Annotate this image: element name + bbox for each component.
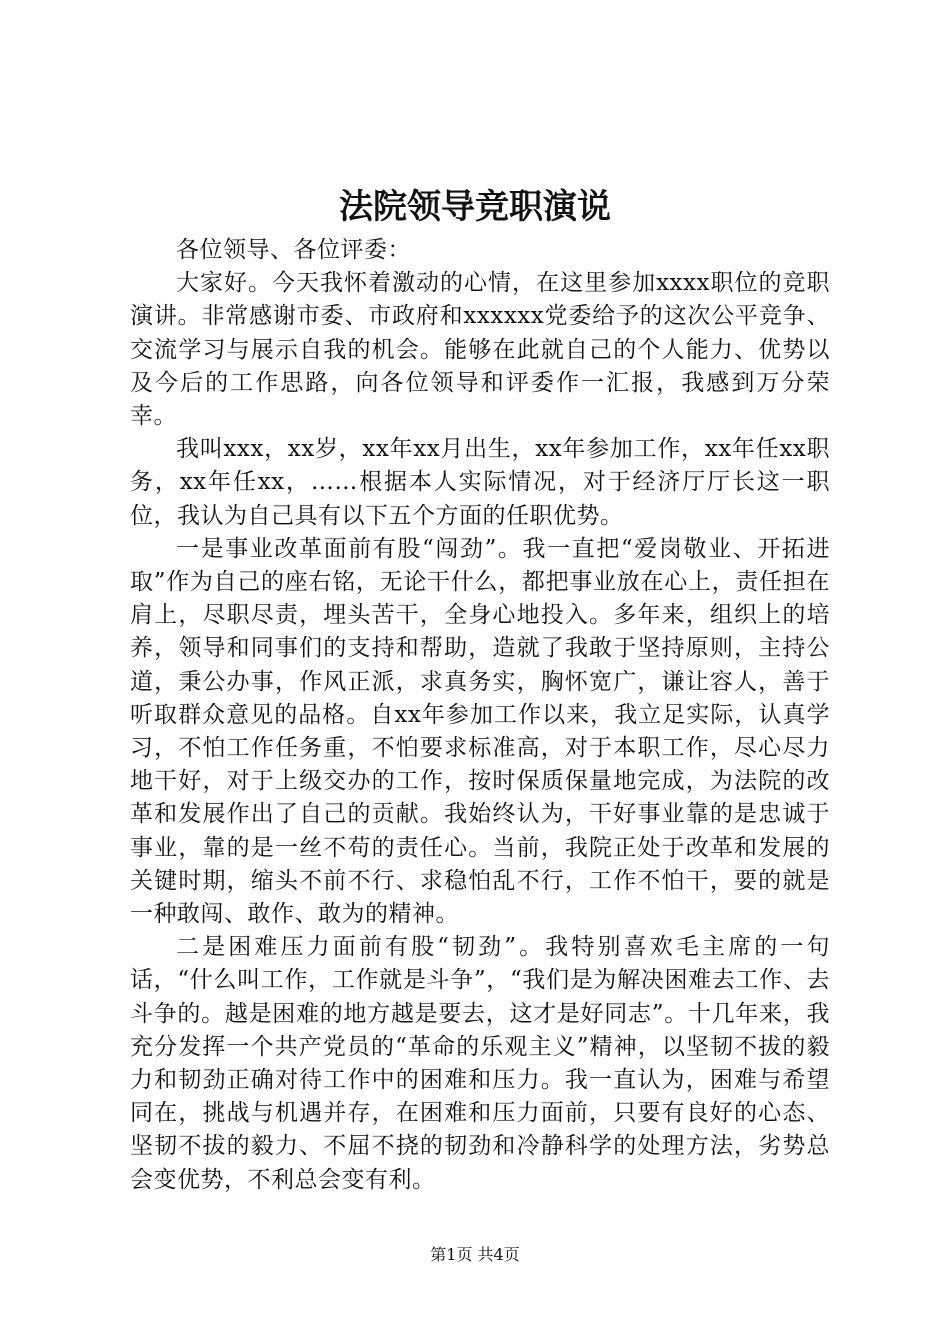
document-title: 法院领导竞职演说 <box>339 187 611 227</box>
paragraph-point-two: 二是困难压力面前有股“韧劲”。我特别喜欢毛主席的一句话，“什么叫工作，工作就是斗争”，“我们是为解决困难去工作、去斗争的。越是困难的地方越是要去，这才是好同志”。十几年来，我充分发挥一个共产党员的“革命的乐观主义”精神，以坚韧不拔的毅力和韧劲正确对待工作中的困难和压力。我一直认为，困难与希望同在，挑战与机遇并存，在困难和压力面前，只要有良好的心态、坚韧不拔的毅力、不屈不挠的韧劲和冷静科学的处理方法，劣势总会变优势，不利总会变有利。 <box>130 934 830 1193</box>
paragraph-self-intro: 我叫xxx，xx岁，xx年xx月出生，xx年参加工作，xx年任xx职务，xx年任xx，……根据本人实际情况，对于经济厅厅长这一职位，我认为自己具有以下五个方面的任职优势。 <box>130 436 830 529</box>
salutation: 各位领导、各位评委： <box>176 237 411 263</box>
paragraph-point-one: 一是事业改革面前有股“闯劲”。我一直把“爱岗敬业、开拓进取”作为自己的座右铭，无论干什么，都把事业放在心上，责任担在肩上，尽职尽责，埋头苦干，全身心地投入。多年来，组织上的培养，领导和同事们的支持和帮助，造就了我敢于坚持原则，主持公道，秉公办事，作风正派，求真务实，胸怀宽广，谦让容人，善于听取群众意见的品格。自xx年参加工作以来，我立足实际，认真学习，不怕工作任务重，不怕要求标准高，对于本职工作，尽心尽力地干好，对于上级交办的工作，按时保质保量地完成，为法院的改革和发展作出了自己的贡献。我始终认为，干好事业靠的是忠诚于事业，靠的是一丝不苟的责任心。当前，我院正处于改革和发展的关键时期，缩头不前不行、求稳怕乱不行，工作不怕干，要的就是一种敢闯、敢作、敢为的精神。 <box>130 535 830 928</box>
page-number-footer: 第1页 共4页 <box>430 1245 520 1264</box>
paragraph-greeting: 大家好。今天我怀着激动的心情，在这里参加xxxx职位的竞职演讲。非常感谢市委、市政府和xxxxxx党委给予的这次公平竞争、交流学习与展示自我的机会。能够在此就自己的个人能力、优势以及今后的工作思路，向各位领导和评委作一汇报，我感到万分荣幸。 <box>130 270 830 430</box>
document-body <box>130 234 830 1197</box>
